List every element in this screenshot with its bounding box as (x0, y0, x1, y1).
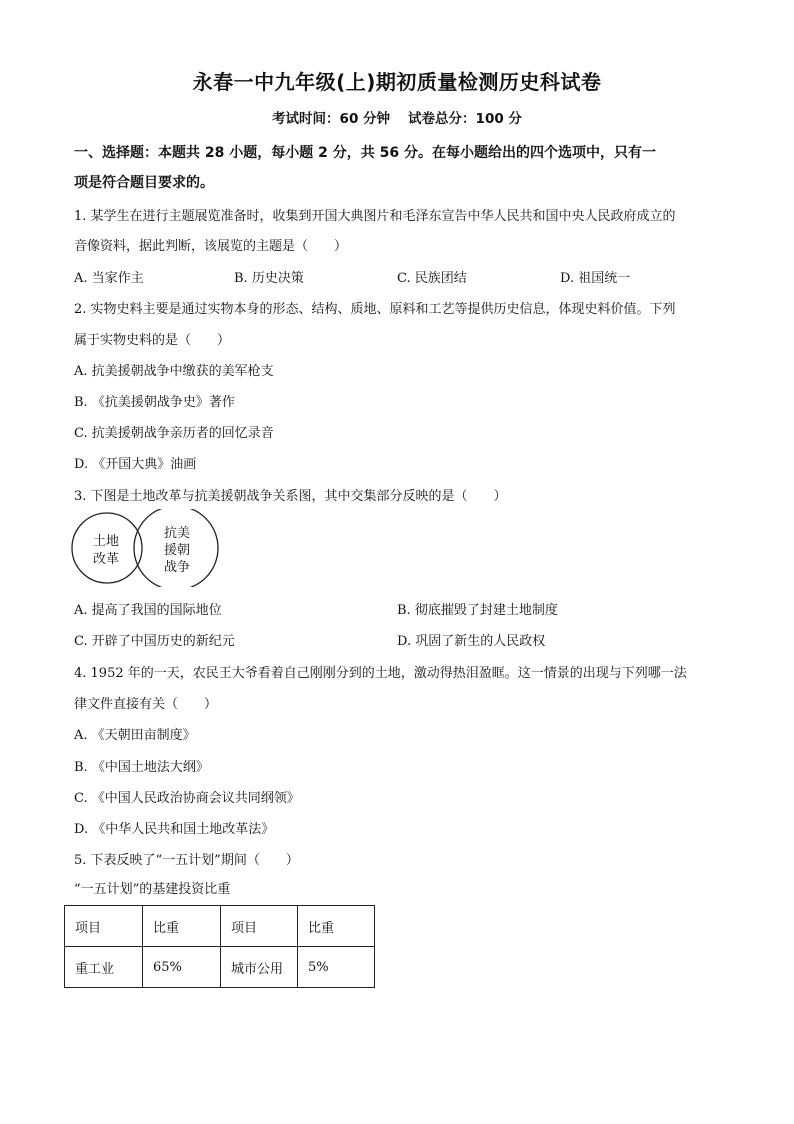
table-header-cell: 比重 (143, 906, 221, 947)
q2-stem-line1: 2. 实物史料主要是通过实物本身的形态、结构、质地、原料和工艺等提供历史信息，体现史料价值。下列 (74, 302, 676, 317)
table-header-cell: 比重 (298, 906, 375, 947)
table-header-row (65, 906, 375, 947)
venn-left-label-2: 改革 (92, 552, 120, 567)
q4-option-a: A. 《天朝田亩制度》 (74, 728, 196, 743)
q3-stem-line1: 3. 下图是土地改革与抗美援朝战争关系图，其中交集部分反映的是（ ） (74, 489, 507, 504)
q3-option-a: A. 提高了我国的国际地位 (74, 603, 222, 618)
q2-option-b: B. 《抗美援朝战争史》著作 (74, 395, 235, 410)
q4-option-d: D. 《中华人民共和国土地改革法》 (74, 822, 275, 837)
table-row (65, 947, 375, 988)
exam-score: 试卷总分：100 分 (408, 111, 522, 127)
q1-option-d: D. 祖国统一 (560, 271, 631, 286)
q1-option-a: A. 当家作主 (74, 271, 144, 286)
q2-stem-line2: 属于实物史料的是（ ） (74, 333, 231, 348)
venn-right-label-1: 抗美 (163, 526, 191, 541)
q4-option-b: B. 《中国土地法大纲》 (74, 760, 209, 775)
section-heading-line1: 一、选择题：本题共 28 小题，每小题 2 分，共 56 分。在每小题给出的四个选项中，只有一 (74, 145, 656, 161)
q1-stem-line1: 1. 某学生在进行主题展览准备时，收集到开国大典图片和毛泽东宣告中华人民共和国中央人民政府成立的 (74, 209, 676, 224)
q4-stem-line2: 律文件直接有关（ ） (74, 697, 218, 712)
table-header-cell: 项目 (65, 906, 143, 947)
table-cell: 5% (298, 947, 375, 988)
q4-option-c: C. 《中国人民政治协商会议共同纲领》 (74, 791, 300, 806)
q1-stem-line2: 音像资料，据此判断，该展览的主题是（ ） (74, 239, 348, 254)
table-header-cell: 项目 (221, 906, 298, 947)
table-cell: 65% (143, 947, 221, 988)
exam-time: 考试时间：60 分钟 (272, 111, 391, 127)
venn-diagram (70, 509, 222, 587)
q2-option-c: C. 抗美援朝战争亲历者的回忆录音 (74, 426, 274, 441)
q1-option-c: C. 民族团结 (397, 271, 467, 286)
q3-option-d: D. 巩固了新生的人民政权 (397, 634, 546, 649)
q5-stem-line1: 5. 下表反映了“一五计划”期间（ ） (74, 853, 299, 868)
table-caption: “一五计划”的基建投资比重 (74, 882, 231, 897)
page-title: 永春一中九年级(上)期初质量检测历史科试卷 (192, 70, 602, 94)
venn-right-label-2: 援朝 (163, 543, 191, 558)
venn-left-label-1: 土地 (92, 534, 120, 549)
exam-info (0, 107, 794, 127)
q3-option-b: B. 彻底摧毁了封建土地制度 (397, 603, 558, 618)
section-heading-line2: 项是符合题目要求的。 (74, 175, 214, 191)
q4-stem-line1: 4. 1952 年的一天，农民王大爷看着自己刚刚分到的土地，激动得热泪盈眶。这一情景的出现与下列哪一法 (74, 666, 687, 681)
q1-option-b: B. 历史决策 (234, 271, 304, 286)
q3-option-c: C. 开辟了中国历史的新纪元 (74, 634, 235, 649)
q2-option-a: A. 抗美援朝战争中缴获的美军枪支 (74, 364, 274, 379)
venn-right-label-3: 战争 (163, 560, 191, 575)
table-cell: 城市公用 (221, 947, 298, 988)
investment-table (64, 905, 375, 988)
table-cell: 重工业 (65, 947, 143, 988)
q2-option-d: D. 《开国大典》油画 (74, 457, 197, 472)
